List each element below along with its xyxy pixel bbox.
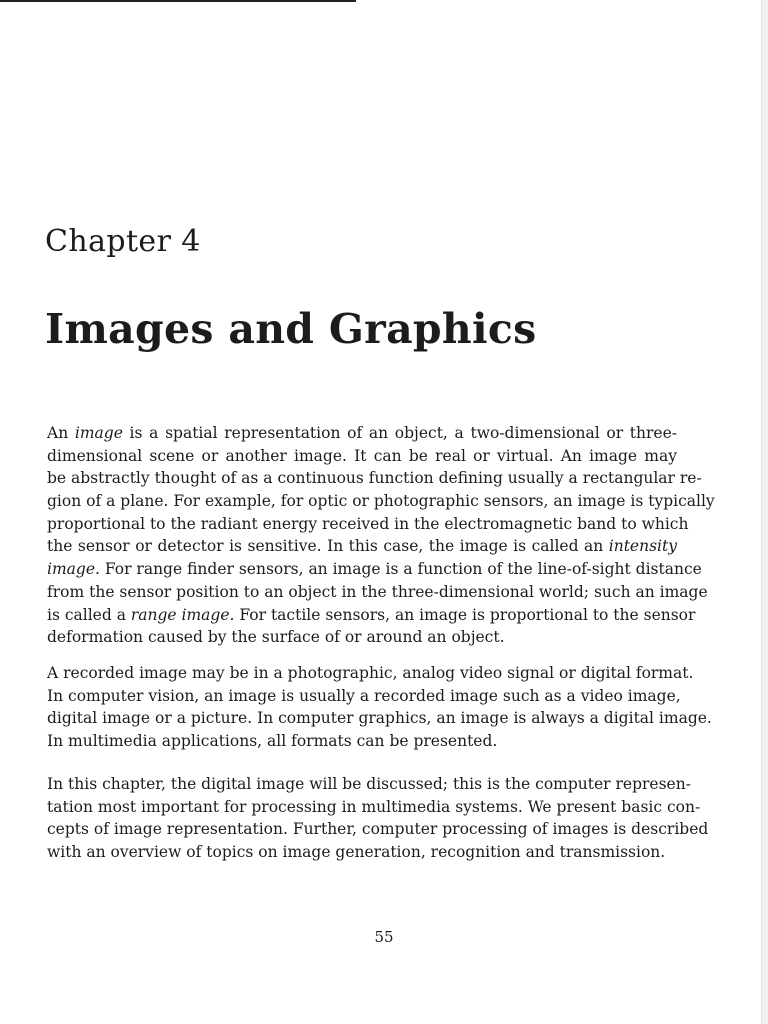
text-run: is a spatial representation of an object, a two-dimensional or three- — [122, 424, 677, 442]
text-line — [47, 662, 694, 685]
text-run: the sensor or detector is sensitive. In this case, the image is called an — [47, 537, 609, 556]
text-line — [47, 422, 677, 445]
top-edge-rule — [0, 0, 356, 2]
text-line — [47, 841, 677, 864]
paragraph-1 — [47, 422, 715, 649]
text-run: from the sensor position to an object in the three-dimensional world; such an image — [47, 582, 708, 601]
text-line — [47, 513, 689, 536]
text-run: cepts of image representation. Further, computer processing of images is described — [47, 820, 709, 839]
paragraph-2 — [47, 662, 712, 753]
emphasized-term: intensity — [608, 537, 677, 556]
text-run: An — [47, 424, 75, 442]
text-run: For range finder sensors, an image is a function of the line-of-sight distance — [99, 560, 702, 579]
chapter-title: Images and Graphics — [45, 305, 537, 353]
text-run: dimensional scene or another image. It can be real or virtual. An image may — [47, 446, 677, 465]
text-line — [47, 685, 681, 708]
text-run: proportional to the radiant energy received in the electromagnetic band to which — [47, 514, 689, 533]
text-run: In multimedia applications, all formats can be presented. — [47, 732, 498, 751]
text-run: In this chapter, the digital image will be discussed; this is the computer represen- — [47, 775, 691, 793]
text-line — [47, 626, 677, 649]
text-run: digital image or a picture. In computer graphics, an image is always a digital image. — [47, 709, 712, 728]
text-run: A recorded image may be in a photographic, analog video signal or digital format. — [47, 664, 694, 682]
text-run: tation most important for processing in multimedia systems. We present basic con- — [47, 797, 701, 816]
text-run: with an overview of topics on image generation, recognition and transmission. — [47, 843, 666, 862]
emphasized-term: image — [74, 424, 123, 442]
text-line — [47, 535, 677, 558]
text-line — [47, 604, 696, 627]
text-line — [47, 581, 708, 604]
emphasized-term: image. — [47, 560, 100, 579]
text-line — [47, 730, 677, 753]
page-edge-shadow — [761, 0, 768, 1024]
text-run: is called a — [47, 605, 131, 624]
chapter-label: Chapter 4 — [45, 224, 201, 259]
text-run: deformation caused by the surface of or around an object. — [47, 628, 505, 647]
emphasized-term: range image. — [130, 605, 235, 624]
paragraph-3 — [47, 773, 709, 864]
text-run: In computer vision, an image is usually a recorded image such as a video image, — [47, 686, 681, 705]
text-line — [47, 818, 709, 841]
text-line — [47, 773, 691, 796]
page-number: 55 — [374, 928, 394, 946]
text-line — [47, 707, 712, 730]
text-run: be abstractly thought of as a continuous function defining usually a rectangular re- — [47, 469, 702, 488]
text-line — [47, 490, 715, 513]
text-line — [47, 796, 701, 819]
text-line — [47, 467, 702, 490]
text-run: gion of a plane. For example, for optic or photographic sensors, an image is typically — [47, 492, 715, 511]
text-line — [47, 445, 677, 468]
text-line — [47, 558, 702, 581]
text-run: For tactile sensors, an image is proportional to the sensor — [234, 605, 696, 624]
